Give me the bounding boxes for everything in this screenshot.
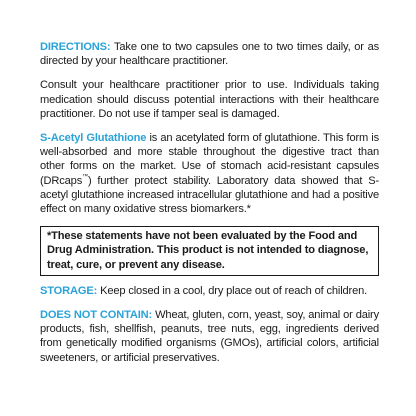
does-not-contain-paragraph [40,308,379,365]
storage-heading: STORAGE: [40,284,98,297]
storage-paragraph [40,284,379,298]
supplement-label-panel [40,40,379,375]
description-text-start: is an acetylated form of glutathione. This form is well-absorbed and more stable throughout the digestive tract than other forms on the market. Use of stomach acid-resistant capsules (DRcaps [40,132,379,187]
fda-disclaimer-box [40,226,379,276]
does-not-contain-heading: DOES NOT CONTAIN: [40,309,153,322]
directions-paragraph [40,40,379,68]
description-heading: S-Acetyl Glutathione [40,132,147,145]
consult-paragraph [40,78,379,121]
description-text-end: ) further protect stability. Laboratory data showed that S-acetyl glutathione increased intracellular glutathione and had a positive effect on many oxidative stress biomarkers.* [40,174,379,216]
description-paragraph [40,131,379,216]
trademark-symbol: ™ [82,173,88,180]
consult-text: Consult your healthcare practitioner prior to use. Individuals taking medication should discuss potential interactions with their healthcare practitioner. Do not use if tamper seal is damaged. [40,79,379,120]
storage-text: Keep closed in a cool, dry place out of reach of children. [100,284,368,297]
does-not-contain-text: Wheat, gluten, corn, yeast, soy, animal or dairy products, fish, shellfish, peanuts, tree nuts, egg, ingredients derived from genetically modified organisms (GMOs), artificial colors, artificial sweeteners, or artificial preservatives. [40,309,379,364]
directions-heading: DIRECTIONS: [40,41,111,53]
directions-text: Take one to two capsules one to two times daily, or as directed by your healthcare practitioner. [40,41,379,68]
fda-disclaimer-text: *These statements have not been evaluated by the Food and Drug Administration. This product is not intended to diagnose, treat, cure, or prevent any disease. [47,230,369,271]
